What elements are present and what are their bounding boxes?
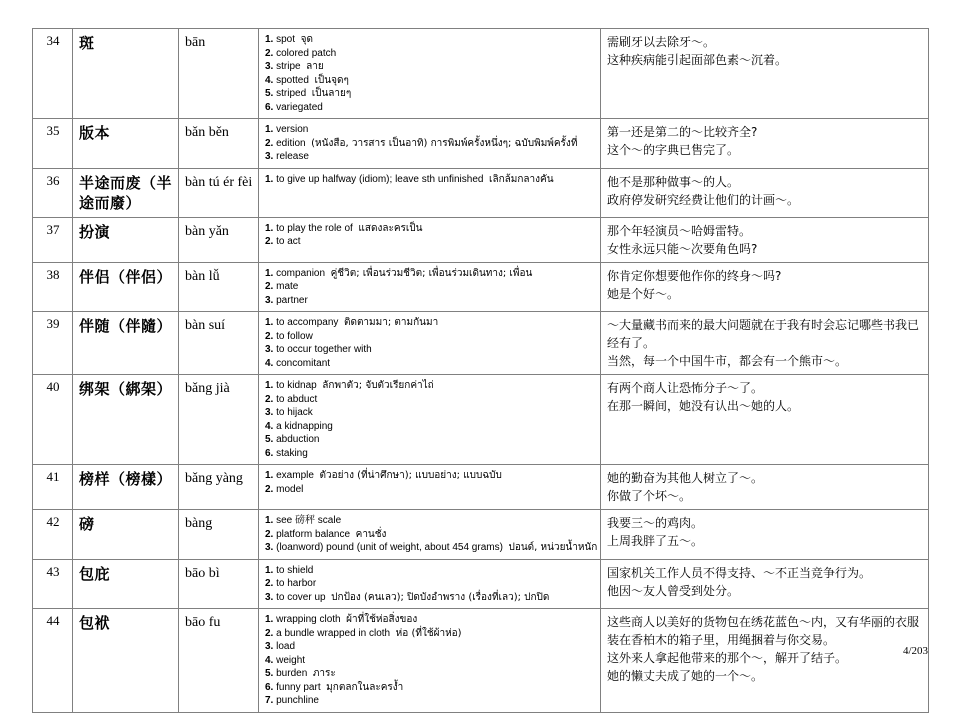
definition-item (265, 577, 595, 591)
definition-english: companion (276, 267, 326, 279)
example-sentence: 上周我胖了五～。 (607, 534, 704, 548)
definition-english: to act (276, 236, 301, 247)
definition-index: 1. (265, 614, 274, 625)
definition-item (265, 640, 595, 654)
definition-item (265, 613, 595, 627)
definition-list (265, 514, 598, 555)
entry-definitions (259, 559, 601, 609)
definition-thai: ตัวอย่าง (ที่น่าศึกษา); แบบอย่าง; แบบฉบับ (319, 470, 502, 481)
definition-item (265, 469, 595, 483)
definition-item (265, 667, 595, 681)
definition-item (265, 541, 598, 555)
entry-definitions (259, 510, 601, 560)
definition-english: abduction (276, 434, 320, 445)
table-row (33, 312, 929, 375)
definition-english: wrapping cloth (276, 614, 341, 625)
definition-index: 6. (265, 447, 274, 459)
table-row (33, 217, 929, 262)
example-sentence: 他因～友人曾受到处分。 (607, 583, 740, 598)
entry-pinyin: bǎng yàng (179, 465, 259, 510)
entry-examples (601, 375, 929, 465)
entry-examples (601, 262, 929, 312)
definition-index: 1. (265, 564, 274, 576)
definition-item (265, 420, 595, 434)
definition-item (265, 47, 595, 61)
definition-english: colored patch (276, 47, 337, 59)
example-sentence: 她是个好～。 (607, 286, 680, 301)
definition-index: 1. (265, 173, 274, 185)
definition-item (265, 379, 595, 393)
definition-index: 4. (265, 654, 274, 666)
definition-english: to kidnap (276, 380, 317, 391)
definition-index: 2. (265, 137, 274, 149)
table-row (33, 29, 929, 119)
definition-index: 2. (265, 393, 274, 405)
definition-index: 3. (265, 151, 274, 162)
definition-index: 1. (265, 267, 274, 279)
definition-item (265, 591, 595, 605)
definition-index: 6. (265, 681, 274, 693)
entry-headword: 扮演 (73, 217, 179, 262)
definition-thai: แสดงละครเป็น (358, 222, 423, 234)
definition-english: concomitant (276, 357, 331, 369)
definition-index: 2. (265, 47, 274, 59)
definition-thai: ลักพาตัว; จับตัวเรียกค่าไถ่ (322, 380, 434, 391)
definition-index: 1. (265, 124, 274, 135)
entry-definitions (259, 375, 601, 465)
table-row (33, 119, 929, 169)
definition-index: 2. (265, 627, 274, 639)
definition-english: staking (276, 447, 308, 459)
definition-english: to shield (276, 564, 314, 576)
entry-pinyin: bàn suí (179, 312, 259, 375)
definition-index: 5. (265, 88, 274, 99)
definition-thai: ปอนด์, หน่วยน้ำหนัก (508, 542, 598, 553)
definition-english: to play the role of (276, 222, 353, 234)
entry-examples (601, 217, 929, 262)
definition-thai: ลาย (306, 61, 324, 72)
definition-index: 3. (265, 641, 274, 652)
table-row (33, 168, 929, 217)
definition-item (265, 330, 595, 344)
definition-english: see 磅秤 scale (276, 515, 342, 526)
definition-item (265, 123, 595, 137)
entry-examples (601, 465, 929, 510)
definition-list (265, 316, 595, 370)
definition-english: funny part (276, 681, 321, 693)
example-sentence: 她的勤奋为其他人树立了～。 (607, 471, 764, 485)
entry-pinyin: bāo fu (179, 609, 259, 713)
entry-headword: 版本 (73, 119, 179, 169)
definition-list (265, 123, 595, 164)
entry-number: 38 (33, 262, 73, 312)
example-sentence: 你做了个坏～。 (607, 489, 692, 503)
definition-list (265, 469, 595, 496)
entry-definitions (259, 168, 601, 217)
definition-item (265, 60, 595, 74)
definition-english: platform balance (276, 528, 351, 540)
dictionary-table-body (33, 29, 929, 713)
definition-index: 1. (265, 34, 274, 45)
definition-item (265, 528, 595, 542)
definition-item (265, 514, 595, 528)
definition-item (265, 222, 595, 236)
definition-english: to give up halfway (idiom); leave sth unfinished (276, 173, 484, 185)
definition-index: 3. (265, 407, 274, 418)
entry-pinyin: bàn tú ér fèi (179, 168, 259, 217)
definition-thai: เลิกล้มกลางคัน (489, 173, 554, 185)
definition-english: to cover up (276, 591, 326, 603)
entry-definitions (259, 217, 601, 262)
definition-list (265, 33, 595, 114)
definition-english: striped (276, 88, 307, 99)
entry-pinyin: bāo bì (179, 559, 259, 609)
definition-list (265, 267, 595, 308)
definition-thai: (หนังสือ, วารสาร เป็นอาทิ) การพิมพ์ครั้งหนึ่งๆ; ฉบับพิมพ์ครั้งที่ (311, 137, 578, 149)
definition-english: stripe (276, 61, 301, 72)
definition-index: 5. (265, 668, 274, 679)
definition-item (265, 101, 595, 115)
entry-headword: 包庇 (73, 559, 179, 609)
definition-item (265, 173, 595, 187)
definition-item (265, 235, 595, 249)
definition-index: 4. (265, 420, 274, 432)
entry-examples (601, 510, 929, 560)
entry-examples (601, 559, 929, 609)
definition-thai: ห่อ (ที่ใช้ผ้าห่อ) (395, 627, 462, 639)
definition-index: 2. (265, 578, 274, 589)
definition-index: 1. (265, 515, 274, 526)
entry-pinyin: bǎn běn (179, 119, 259, 169)
example-sentence: 需刷牙以去除牙～。 (607, 35, 716, 49)
definition-item (265, 447, 595, 461)
definition-english: spotted (276, 74, 309, 86)
entry-headword: 半途而废（半途而廢） (73, 168, 179, 217)
entry-headword: 伴侣（伴侶） (73, 262, 179, 312)
definition-index: 3. (265, 344, 274, 355)
definition-item (265, 393, 595, 407)
definition-index: 2. (265, 281, 274, 292)
definition-item (265, 316, 595, 330)
entry-headword: 绑架（綁架） (73, 375, 179, 465)
definition-item (265, 267, 595, 281)
table-row (33, 262, 929, 312)
definition-english: (loanword) pound (unit of weight, about 454 grams) (276, 542, 503, 553)
definition-english: to occur together with (276, 344, 372, 355)
definition-english: to hijack (276, 407, 313, 418)
example-sentence: 我要三～的鸡肉。 (607, 516, 704, 530)
entry-definitions (259, 29, 601, 119)
dictionary-table (32, 28, 929, 713)
definition-thai: เป็นจุดๆ (314, 74, 349, 86)
definition-item (265, 137, 595, 151)
definition-english: variegated (276, 101, 323, 113)
definition-english: to accompany (276, 317, 339, 328)
definition-item (265, 681, 595, 695)
example-sentence: 国家机关工作人员不得支持、～不正当竞争行为。 (607, 565, 872, 580)
definition-list (265, 564, 595, 605)
entry-definitions (259, 465, 601, 510)
entry-examples (601, 312, 929, 375)
example-sentence: 这个～的字典已售完了。 (607, 143, 740, 157)
entry-number: 42 (33, 510, 73, 560)
definition-english: weight (276, 654, 306, 666)
table-row (33, 559, 929, 609)
entry-headword: 磅 (73, 510, 179, 560)
example-sentence: 他不是那种做事～的人。 (607, 174, 740, 189)
definition-thai: ติดตามมา; ตามกันมา (343, 317, 439, 328)
table-row (33, 609, 929, 713)
example-sentence: 那个年轻演员～哈姆雷特。 (607, 223, 752, 238)
example-sentence: 你肯定你想要他作你的终身～吗? (607, 268, 782, 283)
example-sentence: 政府停发研究经费让他们的计画～。 (607, 192, 800, 207)
definition-item (265, 87, 595, 101)
definition-english: model (276, 483, 304, 495)
entry-examples (601, 119, 929, 169)
page-number: 4/203 (902, 645, 928, 657)
example-sentence: 当然，每一个中国牛市，都会有一个熊市～。 (607, 354, 848, 368)
entry-headword: 榜样（榜樣） (73, 465, 179, 510)
definition-index: 7. (265, 695, 274, 706)
definition-index: 4. (265, 74, 274, 86)
entry-headword: 伴随（伴隨） (73, 312, 179, 375)
definition-english: mate (276, 281, 299, 292)
table-row (33, 375, 929, 465)
entry-examples (601, 168, 929, 217)
definition-item (265, 406, 595, 420)
entry-pinyin: bàn lǚ (179, 262, 259, 312)
entry-pinyin: bān (179, 29, 259, 119)
definition-english: partner (276, 294, 308, 306)
definition-thai: มุกตลกในละครง้ำ (326, 681, 404, 693)
definition-list (265, 379, 595, 460)
definition-english: release (276, 151, 309, 162)
table-row (33, 465, 929, 510)
definition-index: 2. (265, 483, 274, 495)
entry-headword: 斑 (73, 29, 179, 119)
definition-thai: เป็นลายๆ (311, 88, 352, 99)
entry-number: 41 (33, 465, 73, 510)
definition-index: 1. (265, 317, 274, 328)
definition-thai: คู่ชีวิต; เพื่อนร่วมชีวิต; เพื่อนร่วมเดินทาง; เพื่อน (330, 267, 533, 279)
definition-english: burden (276, 668, 308, 679)
definition-thai: ผ้าที่ใช้ห่อสิ่งของ (346, 614, 418, 625)
definition-thai: คานชั่ง (355, 528, 387, 540)
definition-item (265, 280, 595, 294)
definition-index: 1. (265, 470, 274, 481)
definition-item (265, 654, 595, 668)
definition-item (265, 694, 595, 708)
entry-number: 43 (33, 559, 73, 609)
definition-item (265, 433, 595, 447)
example-sentence: 这些商人以美好的货物包在绣花蓝色～内，又有华丽的衣服装在香柏木的箱子里，用绳捆着与你交易。 (607, 615, 920, 647)
entry-pinyin: bàng (179, 510, 259, 560)
entry-number: 40 (33, 375, 73, 465)
definition-list (265, 613, 595, 708)
definition-index: 3. (265, 591, 274, 603)
definition-thai: จุด (300, 34, 313, 45)
definition-english: a bundle wrapped in cloth (276, 627, 391, 639)
example-sentence: 女性永远只能～次要角色吗? (607, 241, 758, 256)
example-sentence: 她的懒丈夫成了她的一个～。 (607, 669, 764, 683)
definition-item (265, 564, 595, 578)
definition-index: 2. (265, 236, 274, 247)
definition-english: to abduct (276, 393, 318, 405)
entry-pinyin: bǎng jià (179, 375, 259, 465)
entry-definitions (259, 119, 601, 169)
definition-item (265, 357, 595, 371)
example-sentence: ～大量藏书而来的最大问题就在于我有时会忘记哪些书我已经有了。 (607, 318, 920, 350)
definition-item (265, 33, 595, 47)
definition-index: 1. (265, 222, 274, 234)
definition-list (265, 173, 595, 187)
entry-number: 44 (33, 609, 73, 713)
definition-english: example (276, 470, 314, 481)
definition-english: version (276, 124, 309, 135)
entry-definitions (259, 262, 601, 312)
entry-examples (601, 609, 929, 713)
entry-number: 37 (33, 217, 73, 262)
definition-index: 3. (265, 61, 274, 72)
definition-english: to harbor (276, 578, 317, 589)
definition-english: load (276, 641, 296, 652)
entry-definitions (259, 312, 601, 375)
definition-index: 6. (265, 101, 274, 113)
definition-item (265, 294, 595, 308)
entry-headword: 包袱 (73, 609, 179, 713)
example-sentence: 这种疾病能引起面部色素～沉着。 (607, 53, 788, 67)
definition-index: 4. (265, 357, 274, 369)
definition-item (265, 343, 595, 357)
table-row (33, 510, 929, 560)
definition-item (265, 627, 595, 641)
definition-english: punchline (276, 695, 319, 706)
definition-list (265, 222, 595, 249)
entry-number: 35 (33, 119, 73, 169)
definition-index: 2. (265, 330, 274, 342)
entry-number: 39 (33, 312, 73, 375)
entry-examples (601, 29, 929, 119)
entry-number: 36 (33, 168, 73, 217)
definition-index: 2. (265, 528, 274, 540)
definition-index: 3. (265, 542, 274, 553)
definition-english: spot (276, 34, 296, 45)
definition-index: 3. (265, 294, 274, 306)
definition-item (265, 150, 595, 164)
example-sentence: 有两个商人让恐怖分子～了。 (607, 381, 764, 395)
entry-definitions (259, 609, 601, 713)
entry-pinyin: bàn yǎn (179, 217, 259, 262)
definition-english: to follow (276, 330, 313, 342)
definition-english: a kidnapping (276, 420, 333, 432)
definition-thai: ปกป้อง (คนเลว); ปิดบังอำพราง (เรื่องที่เลว); ปกปิด (331, 591, 550, 603)
example-sentence: 第一还是第二的～比较齐全? (607, 125, 758, 139)
definition-index: 1. (265, 380, 274, 391)
definition-index: 5. (265, 434, 274, 445)
example-sentence: 在那一瞬间，她没有认出～她的人。 (607, 399, 800, 413)
definition-item (265, 483, 595, 497)
example-sentence: 这外来人拿起他带来的那个～，解开了结子。 (607, 651, 848, 665)
definition-english: edition (276, 137, 306, 149)
entry-number: 34 (33, 29, 73, 119)
definition-item (265, 74, 595, 88)
definition-thai: ภาระ (312, 668, 336, 679)
